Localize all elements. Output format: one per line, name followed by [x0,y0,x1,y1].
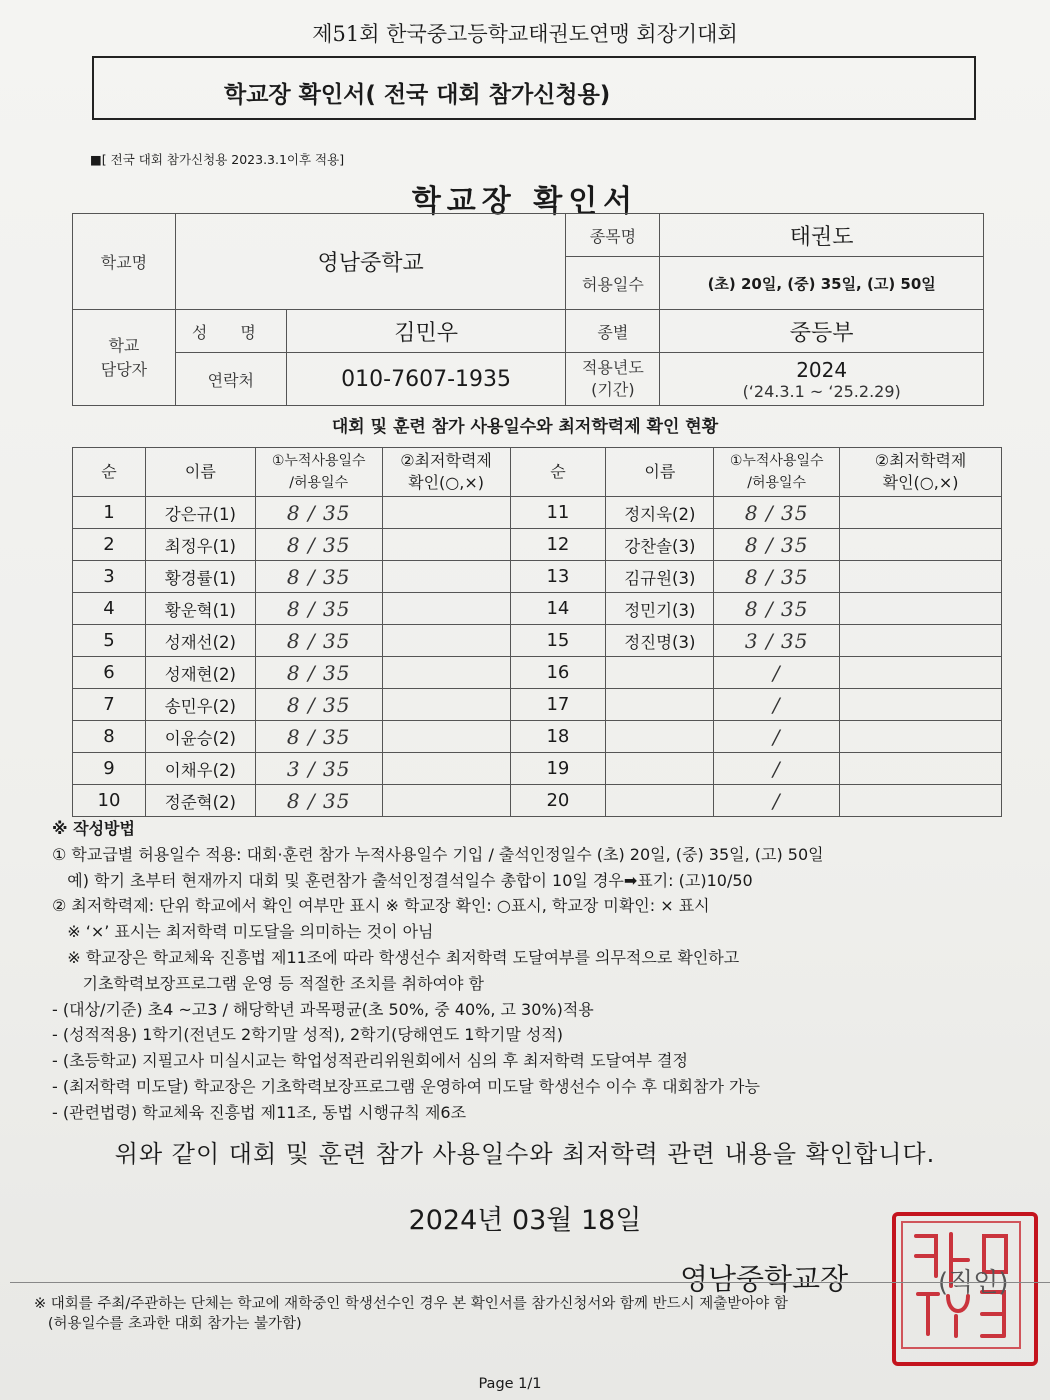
row-check [382,657,510,689]
row-no: 14 [510,593,606,625]
info-table [72,213,984,406]
row-no: 6 [73,657,146,689]
row-no: 1 [73,497,146,529]
row-no: 12 [510,529,606,561]
category-value: 중등부 [660,310,984,353]
row-days: 3 / 35 [714,625,840,657]
row-check [840,529,1002,561]
category-label: 종별 [566,310,660,353]
row-no: 17 [510,689,606,721]
year-cell [660,353,984,406]
page-number: Page 1/1 [478,1376,542,1392]
seal-label: (직인) [938,1268,1009,1298]
school-label: 학교명 [73,214,176,310]
row-days: / [714,753,840,785]
col-days: ①누적사용일수 /허용일수 [255,448,382,497]
row-check [382,529,510,561]
instruction-line: 예) 학기 초부터 현재까지 대회 및 훈련참가 출석인정결석일수 총합이 10일 경우➡표기: (고)10/50 [52,870,753,890]
row-name: 황경률(1) [145,561,255,593]
allowed-value: (초) 20일, (중) 35일, (고) 50일 [660,257,984,310]
main-title: 학교장 확인서 [411,184,639,219]
row-name [606,657,714,689]
instruction-line: ① 학교급별 허용일수 적용: 대회·훈련 참가 누적사용일수 기입 / 출석인정일수 (초) 20일, (중) 35일, (고) 50일 [52,844,824,864]
row-check [840,497,1002,529]
row-days: / [714,657,840,689]
row-no: 10 [73,785,146,817]
row-no: 5 [73,625,146,657]
row-name: 강찬솔(3) [606,529,714,561]
apply-note: ■[ 전국 대회 참가신청용 2023.3.1이후 적용] [90,152,345,167]
year-label: 적용년도 (기간) [566,353,660,406]
table-row [73,497,1002,529]
table-row [73,657,1002,689]
row-check [840,689,1002,721]
row-no: 13 [510,561,606,593]
row-days: 3 / 35 [255,753,382,785]
table-row [73,785,1002,817]
row-no: 20 [510,785,606,817]
row-days: 8 / 35 [255,721,382,753]
row-no: 4 [73,593,146,625]
row-check [382,785,510,817]
table-row [73,689,1002,721]
row-name: 김규원(3) [606,561,714,593]
instructions-heading: ※ 작성방법 [52,819,135,838]
table-row [73,625,1002,657]
row-name: 송민우(2) [145,689,255,721]
row-days: / [714,721,840,753]
box-title: 학교장 확인서( 전국 대회 참가신청용) [224,82,611,108]
table-row [73,529,1002,561]
row-check [382,753,510,785]
row-no: 15 [510,625,606,657]
row-days: 8 / 35 [255,689,382,721]
row-no: 9 [73,753,146,785]
instructions [52,816,1012,1126]
roster-table [72,447,1002,817]
row-days: 8 / 35 [255,497,382,529]
manager-label: 학교 담당자 [73,310,176,406]
row-check [382,625,510,657]
col-no: 순 [73,448,146,497]
instruction-line: ② 최저학력제: 단위 학교에서 확인 여부만 표시 ※ 학교장 확인: ○표시, 학교장 미확인: × 표시 [52,896,710,916]
row-days: 8 / 35 [714,561,840,593]
row-name: 최정우(1) [145,529,255,561]
col-no-2: 순 [510,448,606,497]
row-check [382,593,510,625]
row-check [382,721,510,753]
row-days: 8 / 35 [714,529,840,561]
row-no: 18 [510,721,606,753]
col-check-2: ②최저학력제 확인(○,×) [840,448,1002,497]
row-no: 11 [510,497,606,529]
col-days-2: ①누적사용일수 /허용일수 [714,448,840,497]
footer-line: (허용일수를 초과한 대회 참가는 불가함) [34,1316,302,1332]
footer-line: ※ 대회를 주최/주관하는 단체는 학교에 재학중인 학생선수인 경우 본 확인서를 참가신청서와 함께 반드시 제출받아야 함 [34,1296,788,1312]
contact-value: 010-7607-1935 [286,353,566,406]
row-name [606,753,714,785]
instruction-line: - (초등학교) 지필고사 미실시교는 학업성적관리위원회에서 심의 후 최저학력 도달여부 결정 [52,1051,688,1071]
row-days: 8 / 35 [714,593,840,625]
row-name [606,721,714,753]
row-days: 8 / 35 [255,785,382,817]
row-name: 성재선(2) [145,625,255,657]
instruction-line: - (관련법령) 학교체육 진흥법 제11조, 동법 시행규칙 제6조 [52,1102,467,1122]
row-name: 이윤승(2) [145,721,255,753]
row-check [382,497,510,529]
table-row [73,561,1002,593]
row-name [606,689,714,721]
row-no: 16 [510,657,606,689]
table-row [73,593,1002,625]
instruction-line: ※ ‘×’ 표시는 최저학력 미도달을 의미하는 것이 아님 [52,922,434,942]
title-box [92,56,976,120]
row-name: 정민기(3) [606,593,714,625]
row-no: 2 [73,529,146,561]
row-check [840,753,1002,785]
row-days: 8 / 35 [255,593,382,625]
row-days: 8 / 35 [714,497,840,529]
instruction-line: - (대상/기준) 초4 ~고3 / 해당학년 과목평균(초 50%, 중 40%, 고 30%)적용 [52,999,594,1019]
row-name: 정준혁(2) [145,785,255,817]
school-value: 영남중학교 [175,214,566,310]
row-name: 정지욱(2) [606,497,714,529]
principal-name: 영남중학교장 [680,1262,849,1296]
col-name-2: 이름 [606,448,714,497]
row-days: / [714,785,840,817]
row-no: 19 [510,753,606,785]
name-value: 김민우 [286,310,566,353]
row-name: 성재현(2) [145,657,255,689]
instruction-line: ※ 학교장은 학교체육 진흥법 제11조에 따라 학생선수 최저학력 도달여부를 의무적으로 확인하고 [52,947,740,967]
contact-label: 연락처 [175,353,286,406]
instruction-line: 기초학력보장프로그램 운영 등 적절한 조치를 취하여야 함 [52,973,484,993]
row-check [840,625,1002,657]
row-check [840,785,1002,817]
sport-label: 종목명 [566,214,660,257]
col-name: 이름 [145,448,255,497]
row-name: 이채우(2) [145,753,255,785]
issue-date: 2024년 03월 18일 [408,1205,642,1236]
instruction-line: - (성적적용) 1학기(전년도 2학기말 성적), 2학기(당해연도 1학기말 성적) [52,1025,564,1045]
row-no: 8 [73,721,146,753]
period-value: (‘24.3.1 ~ ‘25.2.29) [742,381,901,401]
row-name [606,785,714,817]
table-row [73,753,1002,785]
row-days: 8 / 35 [255,625,382,657]
row-no: 7 [73,689,146,721]
row-check [382,561,510,593]
row-days: 8 / 35 [255,657,382,689]
row-check [382,689,510,721]
row-check [840,721,1002,753]
table-row [73,721,1002,753]
footer-note [34,1294,788,1334]
row-check [840,593,1002,625]
divider [10,1282,1050,1283]
row-days: 8 / 35 [255,561,382,593]
row-name: 정진명(3) [606,625,714,657]
row-check [840,561,1002,593]
row-no: 3 [73,561,146,593]
instruction-line: - (최저학력 미도달) 학교장은 기초학력보장프로그램 운영하여 미도달 학생선수 이수 후 대회참가 가능 [52,1076,760,1096]
allowed-label: 허용일수 [566,257,660,310]
event-title: 제51회 한국중고등학교태권도연맹 회장기대회 [312,22,738,46]
row-check [840,657,1002,689]
col-check: ②최저학력제 확인(○,×) [382,448,510,497]
row-days: 8 / 35 [255,529,382,561]
name-label: 성 명 [175,310,286,353]
sport-value: 태권도 [660,214,984,257]
row-name: 황운혁(1) [145,593,255,625]
year-value: 2024 [796,357,848,382]
row-name: 강은규(1) [145,497,255,529]
roster-title: 대회 및 훈련 참가 사용일수와 최저학력제 확인 현황 [331,417,719,437]
row-days: / [714,689,840,721]
confirmation-text: 위와 같이 대회 및 훈련 참가 사용일수와 최저학력 관련 내용을 확인합니다. [114,1140,936,1168]
